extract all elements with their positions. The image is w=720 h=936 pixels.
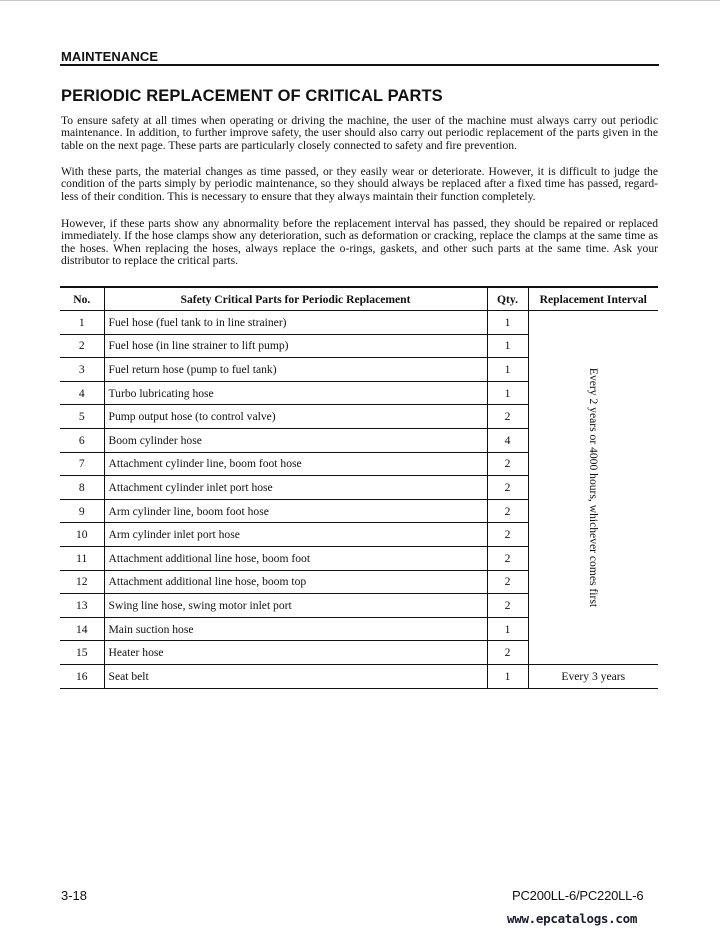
row-part: Main suction hose: [104, 617, 487, 641]
row-part: Heater hose: [104, 641, 487, 665]
row-no: 7: [60, 452, 104, 476]
row-qty: 2: [487, 546, 528, 570]
row-no: 2: [60, 334, 104, 358]
row-no: 16: [60, 664, 104, 688]
row-no: 15: [60, 641, 104, 665]
column-header-qty: Qty.: [487, 287, 528, 311]
row-no: 14: [60, 617, 104, 641]
interval-2yr-text: Every 2 years or 4000 hours, whichever comes first: [586, 367, 600, 608]
row-part: Attachment cylinder inlet port hose: [104, 476, 487, 500]
interval-cell-merged: [528, 311, 658, 665]
row-part: Fuel hose (in line strainer to lift pump): [104, 334, 487, 358]
table-header-row: [60, 287, 658, 311]
row-qty: 2: [487, 523, 528, 547]
column-header-no: No.: [60, 287, 104, 311]
row-no: 10: [60, 523, 104, 547]
abnormality-paragraph: However, if these parts show any abnormality before the replacement interval has passed, they should be repaired or replaced immediately. If the hose clamps show any deterioration, such as deformation or cracking, replace the clamps at the same time as the hoses. When replacing the hoses, always replace the o-rings, gaskets, and other such parts at the same time. Ask your distributor to replace the critical parts.: [61, 217, 658, 267]
row-part: Pump output hose (to control valve): [104, 405, 487, 429]
watermark-link[interactable]: www.epcatalogs.com: [507, 911, 638, 926]
row-qty: 1: [487, 664, 528, 688]
top-border: [0, 0, 720, 1]
page-number: 3-18: [61, 888, 88, 903]
row-qty: 4: [487, 428, 528, 452]
row-no: 3: [60, 358, 104, 382]
row-no: 1: [60, 311, 104, 335]
row-no: 12: [60, 570, 104, 594]
row-part: Fuel return hose (pump to fuel tank): [104, 358, 487, 382]
row-no: 6: [60, 428, 104, 452]
model-number: PC200LL-6/PC220LL-6: [512, 888, 644, 903]
critical-parts-table: [60, 286, 658, 689]
section-divider: [60, 64, 659, 66]
row-qty: 1: [487, 311, 528, 335]
row-part: Turbo lubricating hose: [104, 381, 487, 405]
row-part: Boom cylinder hose: [104, 428, 487, 452]
row-qty: 1: [487, 334, 528, 358]
row-part: Swing line hose, swing motor inlet port: [104, 594, 487, 618]
intro-paragraph: To ensure safety at all times when operating or driving the machine, the user of the machine must always carry out periodic maintenance. In addition, to further improve safety, the user should also carry out periodic replacement of the parts given in the table on the next page. These parts are particularly closely connected to safety and fire prevention.: [61, 114, 658, 152]
row-qty: 2: [487, 570, 528, 594]
row-no: 5: [60, 405, 104, 429]
interval-3yr-cell: Every 3 years: [528, 664, 658, 688]
row-qty: 2: [487, 405, 528, 429]
row-no: 11: [60, 546, 104, 570]
row-part: Arm cylinder line, boom foot hose: [104, 499, 487, 523]
column-header-interval: Replacement Interval: [528, 287, 658, 311]
row-part: Arm cylinder inlet port hose: [104, 523, 487, 547]
row-qty: 1: [487, 358, 528, 382]
row-qty: 2: [487, 476, 528, 500]
section-header: MAINTENANCE: [61, 49, 159, 64]
row-no: 13: [60, 594, 104, 618]
page-title: PERIODIC REPLACEMENT OF CRITICAL PARTS: [61, 87, 443, 105]
material-paragraph: With these parts, the material changes as time passed, or they easily wear or deteriorate. However, it is difficult to judge the condition of the parts simply by periodic maintenance, so they should always be replaced after a fixed time has passed, regard-less of their condition. This is necessary to ensure that they always maintain their function completely.: [61, 165, 658, 203]
row-qty: 2: [487, 452, 528, 476]
row-part: Attachment additional line hose, boom top: [104, 570, 487, 594]
row-qty: 2: [487, 499, 528, 523]
row-qty: 1: [487, 381, 528, 405]
row-qty: 2: [487, 641, 528, 665]
row-qty: 1: [487, 617, 528, 641]
row-part: Attachment cylinder line, boom foot hose: [104, 452, 487, 476]
row-part: Seat belt: [104, 664, 487, 688]
row-part: Fuel hose (fuel tank to in line strainer): [104, 311, 487, 335]
column-header-part: Safety Critical Parts for Periodic Replacement: [104, 287, 487, 311]
row-no: 9: [60, 499, 104, 523]
row-qty: 2: [487, 594, 528, 618]
table-row: [60, 311, 658, 335]
row-part: Attachment additional line hose, boom foot: [104, 546, 487, 570]
table-row: [60, 664, 658, 688]
row-no: 8: [60, 476, 104, 500]
row-no: 4: [60, 381, 104, 405]
